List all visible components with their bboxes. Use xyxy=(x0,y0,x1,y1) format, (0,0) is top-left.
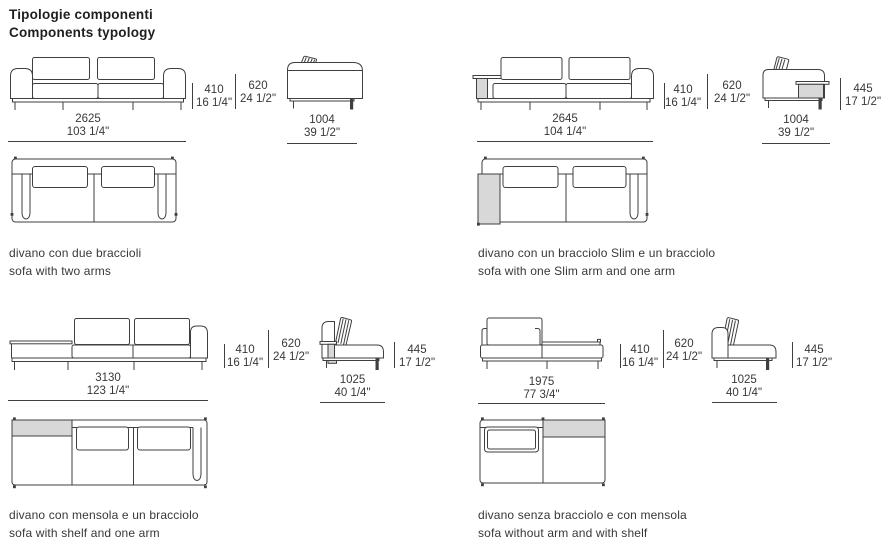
caption-it: divano con un bracciolo Slim e un bracciolo xyxy=(478,246,716,260)
caption-it: divano con due braccioli xyxy=(9,246,142,260)
dim-total-height-in: 24 1/2" xyxy=(713,93,751,105)
side-view-sofa-two-arms xyxy=(284,55,366,113)
front-view-sofa-no-arm-shelf xyxy=(478,314,606,374)
dim-total-height xyxy=(269,338,313,364)
dim-line-seat-height xyxy=(192,83,193,109)
dim-depth xyxy=(710,374,778,400)
dim-seat-height-mm: 410 xyxy=(630,344,650,356)
dim-width-mm: 2625 xyxy=(75,113,101,125)
side-view-sofa-no-arm-shelf xyxy=(706,314,784,376)
front-view-sofa-two-arms xyxy=(8,56,188,112)
dim-width xyxy=(8,372,208,398)
dim-arm-height xyxy=(792,344,836,370)
dim-depth-mm: 1025 xyxy=(339,374,366,386)
dim-total-height xyxy=(236,80,280,106)
dim-line-width xyxy=(478,403,605,404)
dim-depth-mm: 1004 xyxy=(309,114,335,126)
dim-arm-height-mm: 445 xyxy=(804,344,824,356)
dim-seat-height-mm: 410 xyxy=(204,84,224,96)
dim-seat-height-in: 16 1/4" xyxy=(621,357,659,369)
dim-seat-height-in: 16 1/4" xyxy=(226,357,264,369)
page-title-en: Components typology xyxy=(9,25,156,40)
dim-total-height-in: 24 1/2" xyxy=(239,93,277,105)
dim-line-depth xyxy=(287,143,357,144)
caption-sofa-shelf-arm xyxy=(9,506,199,542)
dim-line-width xyxy=(8,141,186,142)
dim-depth-in: 40 1/4" xyxy=(725,387,763,399)
dim-depth-mm: 1025 xyxy=(731,374,757,386)
dim-line-depth xyxy=(320,402,385,403)
dim-line-depth xyxy=(762,143,830,144)
caption-en: sofa with one Slim arm and one arm xyxy=(478,264,676,278)
dim-line-depth xyxy=(712,402,777,403)
page-title-it: Tipologie componenti xyxy=(9,7,153,22)
caption-en: sofa without arm and with shelf xyxy=(478,526,648,540)
top-view-sofa-shelf-arm xyxy=(8,414,212,490)
dim-depth xyxy=(318,374,387,400)
dim-arm-height xyxy=(841,83,885,109)
dim-arm-height-mm: 445 xyxy=(853,83,873,95)
dim-seat-height-mm: 410 xyxy=(235,344,255,356)
dim-total-height-in: 24 1/2" xyxy=(665,351,703,363)
dim-width xyxy=(477,113,653,139)
dim-arm-height-in: 17 1/2" xyxy=(398,357,436,369)
dim-width-mm: 3130 xyxy=(95,372,121,384)
dim-total-height-mm: 620 xyxy=(722,80,742,92)
dim-arm-height-in: 17 1/2" xyxy=(844,96,882,108)
dim-total-height-mm: 620 xyxy=(281,338,301,350)
top-view-sofa-no-arm-shelf xyxy=(476,414,608,488)
dim-seat-height-mm: 410 xyxy=(673,84,693,96)
caption-en: sofa with shelf and one arm xyxy=(9,526,160,540)
caption-sofa-two-arms xyxy=(9,244,141,280)
dim-seat-height-in: 16 1/4" xyxy=(664,97,702,109)
dim-total-height-mm: 620 xyxy=(248,80,268,92)
dim-line-total-height xyxy=(707,74,708,109)
dim-seat-height xyxy=(194,84,234,110)
dim-total-height xyxy=(709,80,755,106)
dim-total-height-mm: 620 xyxy=(674,338,694,350)
caption-sofa-no-arm-shelf xyxy=(478,506,687,542)
side-view-sofa-shelf-arm xyxy=(313,314,391,376)
dim-seat-height xyxy=(621,344,659,370)
dim-width-in: 104 1/4" xyxy=(543,126,587,138)
dim-width xyxy=(8,113,168,139)
dim-width-in: 77 3/4" xyxy=(523,389,560,401)
caption-en: sofa with two arms xyxy=(9,264,112,278)
dim-width xyxy=(478,376,605,402)
caption-sofa-slim-arm xyxy=(478,244,715,280)
top-view-sofa-two-arms xyxy=(8,154,182,228)
dim-depth-mm: 1004 xyxy=(783,114,809,126)
dim-arm-height-mm: 445 xyxy=(407,344,427,356)
dim-seat-height xyxy=(225,344,265,370)
front-view-sofa-slim-arm xyxy=(472,56,656,112)
dim-depth-in: 40 1/4" xyxy=(334,387,371,399)
dim-arm-height-in: 17 1/2" xyxy=(795,357,833,369)
dim-line-width xyxy=(477,141,653,142)
dim-depth xyxy=(285,114,359,140)
dim-depth-in: 39 1/2" xyxy=(777,127,815,139)
dim-total-height-in: 24 1/2" xyxy=(272,351,310,363)
dim-total-height xyxy=(662,338,706,364)
dim-width-in: 103 1/4" xyxy=(66,126,110,138)
dim-width-in: 123 1/4" xyxy=(86,385,130,397)
dim-depth-in: 39 1/2" xyxy=(303,127,341,139)
dim-seat-height-in: 16 1/4" xyxy=(195,97,233,109)
caption-it: divano con mensola e un bracciolo xyxy=(9,508,199,522)
dim-width-mm: 1975 xyxy=(528,376,555,388)
front-view-sofa-shelf-arm xyxy=(8,314,210,374)
page-title xyxy=(9,6,155,42)
dim-width-mm: 2645 xyxy=(552,113,578,125)
side-view-sofa-slim-arm xyxy=(758,55,840,113)
dim-depth xyxy=(760,114,832,140)
dim-arm-height xyxy=(395,344,439,370)
top-view-sofa-slim-arm xyxy=(472,154,654,228)
caption-it: divano senza bracciolo e con mensola xyxy=(478,508,687,522)
dim-seat-height xyxy=(663,84,703,110)
dim-line-width xyxy=(8,400,208,401)
